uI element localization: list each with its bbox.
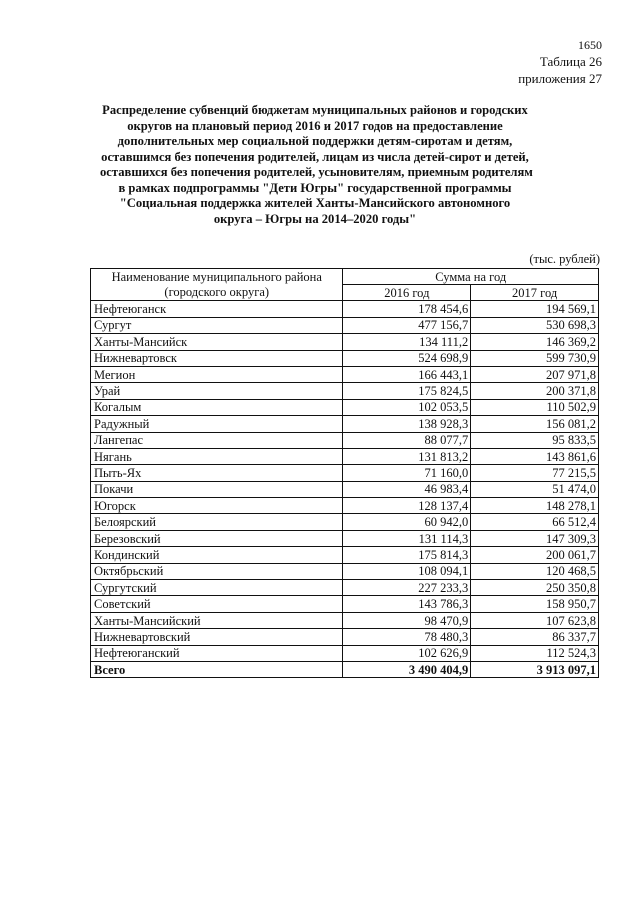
table-total-row <box>91 661 599 677</box>
table-row <box>91 612 599 628</box>
amount-2016: 524 698,9 <box>343 350 471 366</box>
table-row <box>91 416 599 432</box>
district-name: Ханты-Мансийск <box>91 334 343 350</box>
amount-2017: 158 950,7 <box>471 596 599 612</box>
amount-2017: 156 081,2 <box>471 416 599 432</box>
amount-2016: 143 786,3 <box>343 596 471 612</box>
district-name: Березовский <box>91 530 343 546</box>
column-header-group: Сумма на год <box>343 269 599 285</box>
column-header-name: Наименование муниципального района (городского округа) <box>91 269 343 301</box>
table-row <box>91 580 599 596</box>
amount-2017: 147 309,3 <box>471 530 599 546</box>
amount-2017: 51 474,0 <box>471 481 599 497</box>
title-line: "Социальная поддержка жителей Ханты-Мансийского автономного <box>119 196 511 210</box>
amount-2016: 102 053,5 <box>343 399 471 415</box>
amount-2016: 131 813,2 <box>343 448 471 464</box>
amount-2016: 134 111,2 <box>343 334 471 350</box>
amount-2016: 175 814,3 <box>343 547 471 563</box>
amount-2017: 599 730,9 <box>471 350 599 366</box>
column-header-2016: 2016 год <box>343 285 471 301</box>
amount-2017: 3 913 097,1 <box>471 661 599 677</box>
district-name: Кондинский <box>91 547 343 563</box>
amount-2017: 148 278,1 <box>471 498 599 514</box>
district-name: Нижневартовский <box>91 629 343 645</box>
district-name: Нефтеюганск <box>91 301 343 317</box>
district-name: Всего <box>91 661 343 677</box>
table-row <box>91 481 599 497</box>
amount-2016: 60 942,0 <box>343 514 471 530</box>
amount-2017: 250 350,8 <box>471 580 599 596</box>
amount-2016: 102 626,9 <box>343 645 471 661</box>
title-line: дополнительных мер социальной поддержки детям-сиротам и детям, <box>117 134 513 148</box>
column-header-2017: 2017 год <box>471 285 599 301</box>
district-name: Белоярский <box>91 514 343 530</box>
amount-2016: 108 094,1 <box>343 563 471 579</box>
table-row <box>91 301 599 317</box>
amount-2017: 110 502,9 <box>471 399 599 415</box>
district-name: Радужный <box>91 416 343 432</box>
title-line: в рамках подпрограммы "Дети Югры" государственной программы <box>118 180 512 195</box>
amount-2016: 3 490 404,9 <box>343 661 471 677</box>
amount-2017: 146 369,2 <box>471 334 599 350</box>
district-name: Нижневартовск <box>91 350 343 366</box>
table-row <box>91 448 599 464</box>
district-name: Урай <box>91 383 343 399</box>
title-line: Распределение субвенций бюджетам муниципальных районов и городских <box>102 103 528 117</box>
units-label: (тыс. рублей) <box>529 252 600 266</box>
amount-2017: 95 833,5 <box>471 432 599 448</box>
district-name: Югорск <box>91 498 343 514</box>
table-row <box>91 366 599 382</box>
amount-2016: 178 454,6 <box>343 301 471 317</box>
amount-2016: 131 114,3 <box>343 530 471 546</box>
subvention-table <box>90 268 599 678</box>
table-row <box>91 645 599 661</box>
amount-2016: 98 470,9 <box>343 612 471 628</box>
amount-2016: 46 983,4 <box>343 481 471 497</box>
amount-2017: 77 215,5 <box>471 465 599 481</box>
district-name: Покачи <box>91 481 343 497</box>
page-number: 1650 <box>578 38 602 52</box>
table-reference <box>518 53 602 87</box>
amount-2017: 200 061,7 <box>471 547 599 563</box>
table-row <box>91 629 599 645</box>
district-name: Сургутский <box>91 580 343 596</box>
title-line: округов на плановый период 2016 и 2017 годов на предоставление <box>127 118 503 133</box>
amount-2017: 194 569,1 <box>471 301 599 317</box>
amount-2017: 120 468,5 <box>471 563 599 579</box>
district-name: Лангепас <box>91 432 343 448</box>
appendix-label: приложения 27 <box>518 71 602 86</box>
table-row <box>91 498 599 514</box>
amount-2016: 88 077,7 <box>343 432 471 448</box>
amount-2016: 166 443,1 <box>343 366 471 382</box>
amount-2017: 200 371,8 <box>471 383 599 399</box>
district-name: Октябрьский <box>91 563 343 579</box>
district-name: Советский <box>91 596 343 612</box>
title-line: округа – Югры на 2014–2020 годы" <box>213 211 417 226</box>
table-row <box>91 317 599 333</box>
table-row <box>91 465 599 481</box>
amount-2016: 175 824,5 <box>343 383 471 399</box>
amount-2016: 128 137,4 <box>343 498 471 514</box>
district-name: Нягань <box>91 448 343 464</box>
amount-2017: 530 698,3 <box>471 317 599 333</box>
table-row <box>91 530 599 546</box>
table-row <box>91 350 599 366</box>
table-row <box>91 432 599 448</box>
amount-2017: 66 512,4 <box>471 514 599 530</box>
district-name: Нефтеюганский <box>91 645 343 661</box>
table-row <box>91 383 599 399</box>
table-row <box>91 547 599 563</box>
table-row <box>91 514 599 530</box>
amount-2016: 71 160,0 <box>343 465 471 481</box>
amount-2017: 207 971,8 <box>471 366 599 382</box>
district-name: Когалым <box>91 399 343 415</box>
table-row <box>91 334 599 350</box>
amount-2017: 112 524,3 <box>471 645 599 661</box>
amount-2016: 78 480,3 <box>343 629 471 645</box>
amount-2017: 86 337,7 <box>471 629 599 645</box>
district-name: Сургут <box>91 317 343 333</box>
amount-2016: 227 233,3 <box>343 580 471 596</box>
district-name: Ханты-Мансийский <box>91 612 343 628</box>
amount-2016: 477 156,7 <box>343 317 471 333</box>
table-label: Таблица 26 <box>539 54 602 69</box>
table-row <box>91 399 599 415</box>
amount-2017: 143 861,6 <box>471 448 599 464</box>
table-row <box>91 563 599 579</box>
document-title <box>100 103 533 227</box>
title-line: оставшимся без попечения родителей, лицам из числа детей-сирот и детей, <box>101 149 529 164</box>
amount-2016: 138 928,3 <box>343 416 471 432</box>
amount-2017: 107 623,8 <box>471 612 599 628</box>
table-row <box>91 596 599 612</box>
district-name: Пыть-Ях <box>91 465 343 481</box>
title-line: оставшихся без попечения родителей, усыновителям, приемным родителям <box>100 165 533 179</box>
district-name: Мегион <box>91 366 343 382</box>
